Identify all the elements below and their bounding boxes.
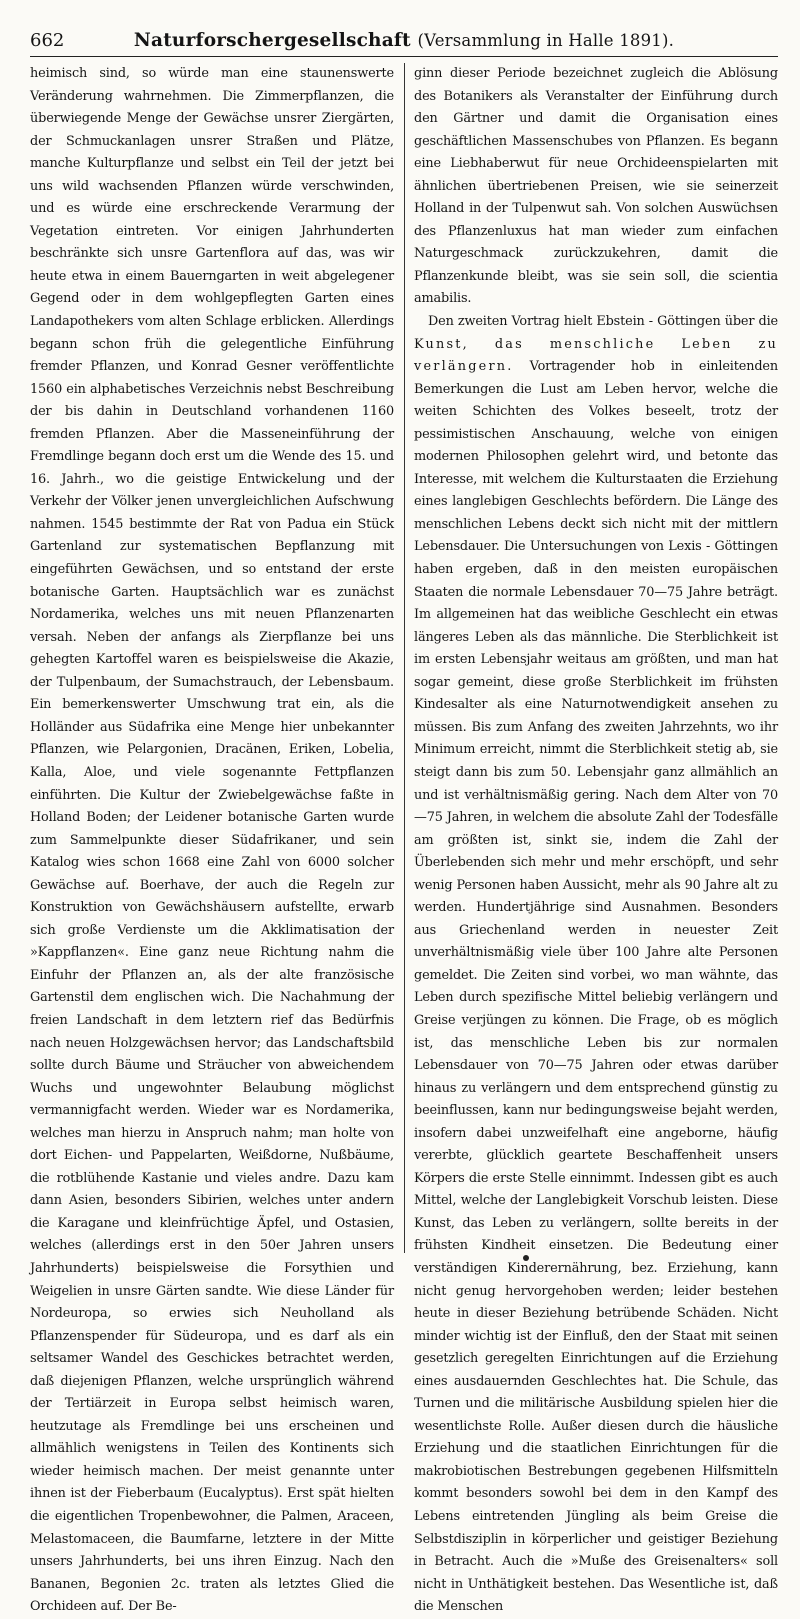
text-columns bbox=[30, 63, 778, 1615]
right-paragraph-2 bbox=[414, 311, 778, 1619]
lecture-body: Vortragender hob in einleitenden Bemerkungen die Lust am Leben hervor, welche die weiten Schichten des Volkes beseelt, trotz der pessimistischen Anschauung, welche von einigen modernen Philosophen gelehrt wird, und betonte das Interesse, mit welchem die Kulturstaaten die Erziehung eines langlebigen Geschlechts befördern. Die Länge des menschlichen Lebens deckt sich nicht mit der mittlern Lebensdauer. Die Untersuchungen von Lexis - Göttingen haben ergeben, daß in den meisten europäischen Staaten die normale Lebensdauer 70—75 Jahre beträgt. Im allgemeinen hat das weibliche Geschlecht ein etwas längeres Leben als das männliche. Die Sterblichkeit ist im ersten Lebensjahr weitaus am größten, und man hat sogar gemeint, diese große Sterblichkeit im frühsten Kindesalter als eine Naturnotwendigkeit ansehen zu müssen. Bis zum Anfang des zweiten Jahrzehnts, wo ihr Minimum erreicht, nimmt die Sterblichkeit stetig ab, sie steigt dann bis zum 50. Lebensjahr ganz allmählich an und ist verhältnismäßig gering. Nach dem Alter von 70—75 Jahren, in welchem die absolute Zahl der Todesfälle am größten ist, sinkt sie, indem die Zahl der Überlebenden sich mehr und mehr erschöpft, und sehr wenig Personen haben Aussicht, mehr als 90 Jahre alt zu werden. Hundertjährige sind Ausnahmen. Besonders aus Griechenland werden in neuester Zeit unverhältnismäßig viele über 100 Jahre alte Personen gemeldet. Die Zeiten sind vorbei, wo man wähnte, das Leben durch spezifische Mittel beliebig verlängern und Greise verjüngen zu können. Die Frage, ob es möglich ist, das menschliche Leben bis zur normalen Lebensdauer von 70—75 Jahren oder etwas darüber hinaus zu verlängern und dem entsprechend günstig zu beeinflussen, kann nur bedingungsweise bejaht werden, insofern dabei unzweifelhaft eine angeborne, häufig vererbte, glücklich geartete Beschaffenheit unsers Körpers die erste Stelle einnimmt. Indessen gibt es auch Mittel, welche der Langlebigkeit Vorschub leisten. Diese Kunst, das Leben zu verlängern, sollte bereits in der frühsten Kindheit einsetzen. Die Bedeutung einer verständigen Kinderernährung, bez. Erziehung, kann nicht genug hervorgehoben werden; leider bestehen heute in dieser Beziehung betrübende Schäden. Nicht minder wichtig ist der Einfluß, den der Staat mit seinen gesetzlich geregelten Einrichtungen auf die Erziehung eines ausdauernden Geschlechtes hat. Die Schule, das Turnen und die militärische Ausbildung spielen hier die wesentlichste Rolle. Außer diesen durch die häusliche Erziehung und die staatlichen Einrichtungen für die makrobiotischen Bestrebungen gegebenen Hilfsmitteln kommt besonders sowohl bei dem in den Kampf des Lebens eintretenden Jüngling als beim Greise die Selbstdisziplin in körperlicher und geistiger Beziehung in Betracht. Auch die »Muße des Greisenalters« soll nicht in Unthätigkeit bestehen. Das Wesentliche ist, daß die Menschen bbox=[414, 359, 778, 1615]
lecture-lead: Den zweiten Vortrag hielt Ebstein - Göttingen über die bbox=[428, 314, 778, 330]
left-column bbox=[30, 63, 394, 1615]
running-title-subtitle: (Versammlung in Halle 1891). bbox=[417, 31, 675, 50]
left-paragraph: heimisch sind, so würde man eine staunenswerte Veränderung wahrnehmen. Die Zimmerpflanzen, die überwiegende Menge der Gewächse unsrer Ziergärten, der Schmuckanlagen unsrer Straßen und Plätze, manche Kulturpflanze und selbst ein Teil der jetzt bei uns wild wachsenden Pflanzen würde verschwinden, und es würde eine erschreckende Verarmung der Vegetation eintreten. Vor einigen Jahrhunderten beschränkte sich unsre Gartenflora auf das, was wir heute etwa in einem Bauerngarten in weit abgelegener Gegend oder in dem wohlgepflegten Garten eines Landapothekers vom alten Schlage erblicken. Allerdings begann schon früh die gelegentliche Einführung fremder Pflanzen, und Konrad Gesner veröffentlichte 1560 ein alphabetisches Verzeichnis nebst Beschreibung der bis dahin in Deutschland vorhandenen 1160 fremden Pflanzen. Aber die Masseneinführung der Fremdlinge begann doch erst um die Wende des 15. und 16. Jahrh., wo die geistige Entwickelung und der Verkehr der Völker jenen unvergleichlichen Aufschwung nahmen. 1545 bestimmte der Rat von Padua ein Stück Gartenland zur systematischen Bepflanzung mit eingeführten Gewächsen, und so entstand der erste botanische Garten. Hauptsächlich war es zunächst Nordamerika, welches uns mit neuen Pflanzenarten versah. Neben der anfangs als Zierpflanze bei uns gehegten Kartoffel waren es beispielsweise die Akazie, der Tulpenbaum, der Sumachstrauch, der Lebensbaum. Ein bemerkenswerter Umschwung trat ein, als die Holländer aus Südafrika eine Menge hier unbekannter Pflanzen, wie Pelargonien, Dracänen, Eriken, Lobelia, Kalla, Aloe, und viele sogenannte Fettpflanzen einführten. Die Kultur der Zwiebelgewächse faßte in Holland Boden; der Leidener botanische Garten wurde zum Sammelpunkte dieser Südafrikaner, und sein Katalog wies schon 1668 eine Zahl von 6000 solcher Gewächse auf. Boerhave, der auch die Regeln zur Konstruktion von Gewächshäusern aufstellte, erwarb sich große Verdienste um die Akklimatisation der »Kappflanzen«. Eine ganz neue Richtung nahm die Einfuhr der Pflanzen an, als der alte französische Gartenstil dem englischen wich. Die Nachahmung der freien Landschaft in dem letztern rief das Bedürfnis nach neuen Holzgewächsen hervor; das Landschaftsbild sollte durch Bäume und Sträucher von abweichendem Wuchs und ungewohnter Belaubung möglichst vermannigfacht werden. Wieder war es Nordamerika, welches man hierzu in Anspruch nahm; man holte von dort Eichen- und Pappelarten, Weißdorne, Nußbäume, die rotblühende Kastanie und vieles andre. Dazu kam dann Asien, besonders Sibirien, welches unter andern die Karagane und kleinfrüchtige Äpfel, und Ostasien, welches (allerdings erst in den 50er Jahren unsers Jahrhunderts) beispielsweise die Forsythien und Weigelien in unsre Gärten sandte. Wie diese Länder für Nordeuropa, so erwies sich Neuholland als Pflanzenspender für Südeuropa, und es darf als ein seltsamer Wandel des Geschickes betrachtet werden, daß diejenigen Pflanzen, welche ursprünglich während der Tertiärzeit in Europa selbst heimisch waren, heutzutage als Fremdlinge bei uns erscheinen und allmählich wenigstens in Teilen des Kontinents sich wieder heimisch machen. Der meist genannte unter ihnen ist der Fieberbaum (Eucalyptus). Erst spät hielten die eigentlichen Tropenbewohner, die Palmen, Araceen, Melastomaceen, die Baumfarne, letztere in der Mitte unsers Jahrhunderts, bei uns ihren Einzug. Nach den Bananen, Begonien 2c. traten als letztes Glied die Orchideen auf. Der Be- bbox=[30, 66, 394, 1615]
right-paragraph-1: ginn dieser Periode bezeichnet zugleich die Ablösung des Botanikers als Veranstalter der Einführung durch den Gärtner und damit die Organisation eines geschäftlichen Massenschubes von Pflanzen. Es begann eine Liebhaberwut für neue Orchideenspielarten mit ähnlichen übertriebenen Preisen, wie sie seinerzeit Holland in der Tulpenwut sah. Von solchen Auswüchsen des Pflanzenluxus hat man wieder zum einfachen Naturgeschmack zurückzukehren, damit die Pflanzenkunde bleibt, was sie sein soll, die scientia amabilis. bbox=[414, 66, 778, 307]
running-title-main: Naturforschergesellschaft bbox=[133, 30, 411, 51]
page-number: 662 bbox=[30, 30, 65, 51]
running-title bbox=[30, 26, 778, 56]
running-header bbox=[30, 26, 778, 57]
footer-dot bbox=[523, 1255, 529, 1261]
lecture-topic: Kunst, das menschliche Leben zu verlängern. bbox=[414, 336, 778, 375]
right-column bbox=[414, 63, 778, 1615]
document-page bbox=[30, 26, 778, 1615]
column-divider bbox=[404, 63, 405, 1253]
